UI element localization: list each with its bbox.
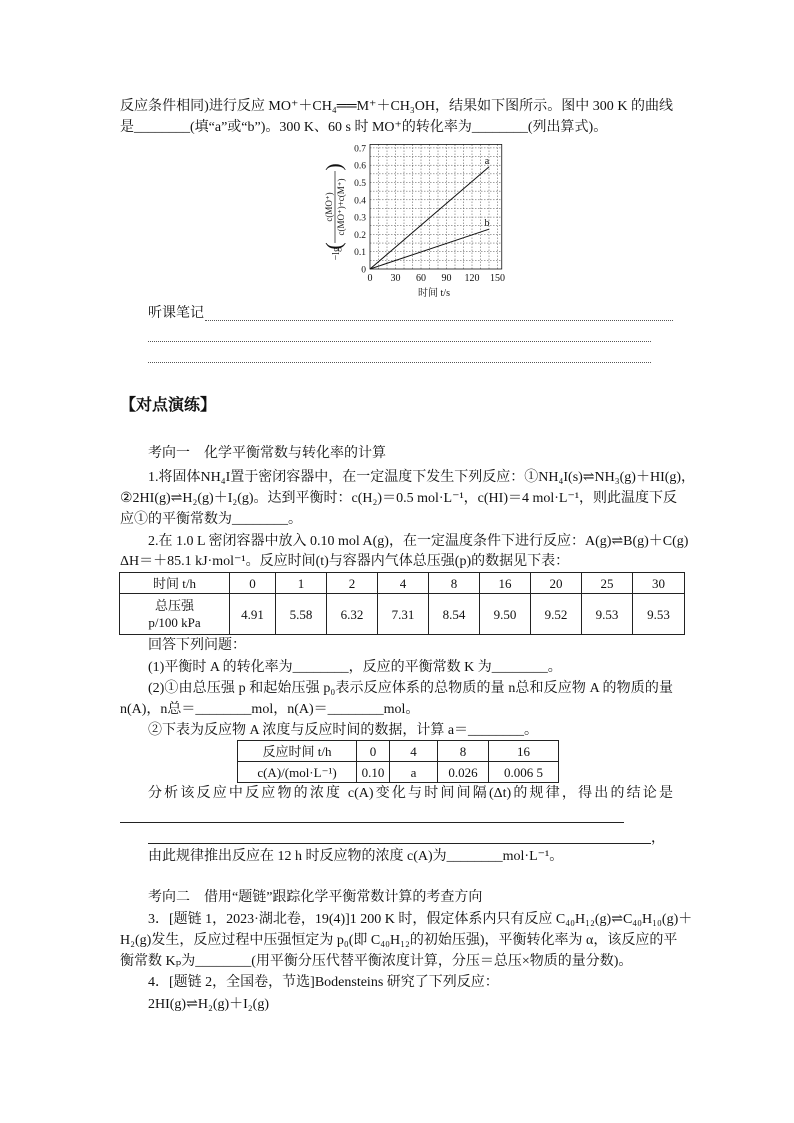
table-row-header-line: 总压强 — [154, 598, 194, 613]
table-cell: 6.32 — [327, 594, 378, 635]
table-cell: 9.53 — [633, 594, 685, 635]
chart-x-tick-label: 120 — [464, 273, 480, 284]
question-1-line: 1.将固体NH₄I置于密闭容器中，在一定温度下发生下列反应：①NH₄I(s)⇌NH₃(g)＋HI(g)， — [148, 470, 696, 485]
chart-y-label-numerator: c(MO⁺) — [324, 192, 334, 222]
table-cell: 4 — [390, 741, 438, 762]
table-row-header-line: p/100 kPa — [148, 615, 201, 630]
question-2-line: 2.在 1.0 L 密闭容器中放入 0.10 mol A(g)，在一定温度条件下进行反应：A(g)⇌B(g)＋C(g) — [148, 534, 689, 549]
table-cell: 1 — [276, 573, 327, 594]
question-2-line: ΔH＝＋85.1 kJ·mol⁻¹。反应时间(t)与容器内气体总压强(p)的数据见下表： — [120, 554, 570, 569]
concentration-time-table — [237, 740, 559, 783]
table-row-header: 反应时间 t/h — [238, 741, 357, 762]
question-4-line: 4．[题链 2，全国卷，节选]Bodensteins 研究了下列反应： — [148, 975, 499, 990]
table-cell: 8.54 — [429, 594, 480, 635]
table-cell: 0.006 5 — [489, 762, 559, 783]
topic-heading: 考向二 借用“题链”跟踪化学平衡常数计算的考查方向 — [148, 890, 483, 905]
chart-y-label-close-paren: ) — [321, 163, 346, 171]
chart-y-tick-label: 0.4 — [354, 196, 366, 207]
table-cell: 8 — [438, 741, 489, 762]
topic-heading: 考向一 化学平衡常数与转化率的计算 — [148, 446, 386, 461]
table-cell: 16 — [489, 741, 559, 762]
conversion-chart — [320, 135, 520, 300]
chart-x-tick-label: 30 — [390, 273, 401, 284]
chart-x-tick-label: 150 — [490, 273, 505, 284]
table-cell: 16 — [480, 573, 531, 594]
chart-x-tick-label: 90 — [441, 273, 452, 284]
table-cell: 20 — [531, 573, 582, 594]
chart-y-axis-label — [321, 163, 346, 260]
question-2-sub-1: (1)平衡时 A 的转化率为________，反应的平衡常数 K 为________。 — [148, 660, 562, 675]
question-3-line: 衡常数 Kₚ为________(用平衡分压代替平衡浓度计算，分压＝总压×物质的量分数)。 — [120, 954, 633, 969]
chart-y-tick-label: 0.6 — [354, 161, 366, 172]
table-row-header — [120, 594, 230, 635]
intro-line: 反应条件相同)进行反应 MO⁺＋CH₄══M⁺＋CH₃OH，结果如下图所示。图中 300 K 的曲线 — [120, 99, 673, 114]
chart-series-label-b: b — [484, 218, 490, 230]
table-cell: 0 — [357, 741, 390, 762]
table-row — [120, 594, 685, 635]
table-cell: 4.91 — [230, 594, 276, 635]
question-1-line: ②2HI(g)⇌H₂(g)＋I₂(g)。达到平衡时：c(H₂)＝0.5 mol·L⁻¹，c(HI)＝4 mol·L⁻¹，则此温度下反 — [120, 491, 678, 506]
section-title: 【对点演练】 — [120, 397, 217, 414]
pressure-time-table — [119, 572, 685, 635]
table-cell: 0 — [230, 573, 276, 594]
table-cell: 2 — [327, 573, 378, 594]
chart-y-tick-label: 0.2 — [354, 230, 366, 241]
table-cell: 9.50 — [480, 594, 531, 635]
question-2-analysis: 分析该反应中反应物的浓度 c(A)变化与时间间隔(Δt)的规律，得出的结论是 — [148, 786, 673, 801]
notes-dotted-line — [148, 341, 651, 342]
table-cell: 0.026 — [438, 762, 489, 783]
table-row-header: c(A)/(mol·L⁻¹) — [238, 762, 357, 783]
intro-line: 是________(填“a”或“b”)。300 K、60 s 时 MO⁺的转化率为________(列出算式)。 — [120, 120, 608, 135]
question-2-sub-2b: ②下表为反应物 A 浓度与反应时间的数据，计算 a＝________。 — [148, 723, 539, 738]
answer-line-comma: ， — [651, 831, 665, 846]
question-2-sub-2-line: n(A)，n总＝________mol，n(A)＝________mol。 — [120, 702, 420, 717]
table-row — [238, 762, 559, 783]
table-cell: a — [390, 762, 438, 783]
table-cell: 0.10 — [357, 762, 390, 783]
chart-y-label-denominator: c(MO⁺)+c(M⁺) — [336, 178, 346, 236]
table-row — [120, 573, 685, 594]
table-row — [238, 741, 559, 762]
chart-x-tick-label: 0 — [367, 273, 373, 284]
answer-blank-line — [148, 843, 651, 844]
notes-dotted-line — [205, 320, 673, 321]
question-3-line: H₂(g)发生，反应过程中压强恒定为 p₀(即 C₄₀H₁₂的初始压强)，平衡转化率为 α，该反应的平 — [120, 933, 678, 948]
chart-x-tick-label: 60 — [416, 273, 426, 284]
table-cell: 5.58 — [276, 594, 327, 635]
question-2-prompt: 回答下列问题： — [148, 638, 246, 653]
question-4-equation: 2HI(g)⇌H₂(g)＋I₂(g) — [148, 997, 270, 1012]
chart-y-tick-label: 0.1 — [354, 248, 366, 259]
chart-y-tick-label: 0.7 — [354, 144, 366, 155]
question-2-sub-2-line: (2)①由总压强 p 和起始压强 p₀表示反应体系的总物质的量 n总和反应物 A 的物质的量 — [148, 681, 673, 696]
chart-y-label-open-paren: ( — [321, 242, 346, 250]
table-cell: 7.31 — [378, 594, 429, 635]
answer-blank-line — [120, 822, 624, 823]
chart-frame — [370, 144, 502, 269]
chart-y-tick-label: 0 — [361, 265, 366, 276]
chart-series-label-a: a — [484, 155, 490, 167]
table-cell: 8 — [429, 573, 480, 594]
table-cell: 9.53 — [582, 594, 633, 635]
table-cell: 9.52 — [531, 594, 582, 635]
notes-dotted-line — [148, 362, 651, 363]
table-cell: 30 — [633, 573, 685, 594]
chart-y-label-prefix: −lg — [331, 247, 342, 261]
question-3-line: 3．[题链 1，2023·湖北卷，19(4)]1 200 K 时，假定体系内只有反应 C₄₀H₁₂(g)⇌C₄₀H₁₀(g)＋ — [148, 912, 693, 927]
table-cell: 25 — [582, 573, 633, 594]
notes-label: 听课笔记 — [148, 306, 204, 321]
chart-x-axis-label: 时间 t/s — [418, 288, 450, 299]
chart-y-tick-label: 0.3 — [354, 213, 366, 224]
table-row-header: 时间 t/h — [120, 573, 230, 594]
chart-y-tick-label: 0.5 — [354, 179, 366, 189]
question-1-line: 应①的平衡常数为________。 — [120, 512, 302, 527]
question-2-conclusion: 由此规律推出反应在 12 h 时反应物的浓度 c(A)为________mol·L⁻¹。 — [148, 849, 564, 864]
table-cell: 4 — [378, 573, 429, 594]
